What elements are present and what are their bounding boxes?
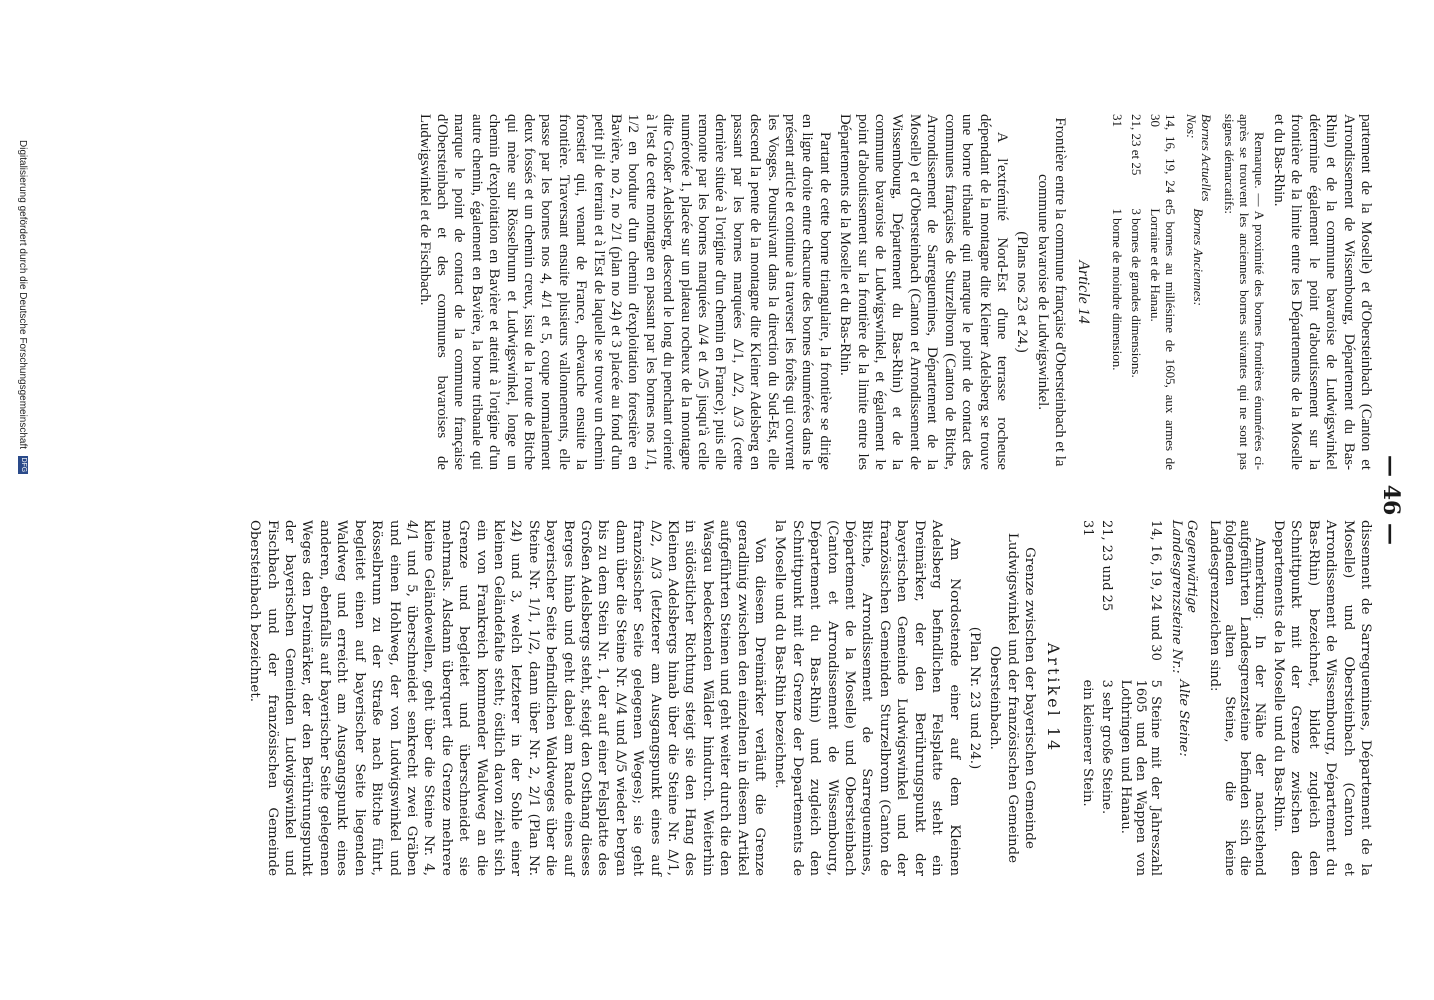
fr-table-head-old: Bornes Anciennes: bbox=[1191, 208, 1207, 306]
table-row bbox=[1116, 520, 1165, 876]
french-column bbox=[412, 114, 1374, 470]
fr-article-subtitle: Frontière entre la commune française d'Obersteinbach et la commune bavaroise de Ludwigswinkel. bbox=[1034, 117, 1069, 467]
de-article-heading: Artikel 14 bbox=[1043, 642, 1063, 754]
fr-article-heading: Article 14 bbox=[1074, 260, 1092, 324]
fr-article-plans: (Plans nos 23 et 24.) bbox=[1014, 231, 1031, 353]
fr-table-head-current: Bornes Actuelles Nos: bbox=[1183, 114, 1214, 202]
de-paragraph-1: dissement de Sarreguemines, Département de la Moselle) und Obersteinbach (Canton et Arrondissement de Wissembourg, Département du Bas-Rhin) bezeichnet, bildet zugleich den Schnittpunkt mit der Grenze zwischen den Departements de la Moselle und du Bas-Rhin. bbox=[1270, 520, 1373, 876]
de-cell: 3 sehr große Steine. bbox=[1098, 679, 1114, 815]
de-stones-table bbox=[1078, 520, 1203, 876]
de-paragraph-2: Am Nordostende einer auf dem Kleinen Adelsberg befindlichen Felsplatte steht ein Dreimärker, der den Berührungspunkt der bayerischen Gemeinde Ludwigswinkel und der französischen Gemeinden Sturzelbronn (Canton de Bitche, Arrondissement de Sarreguemines, Département de la Moselle) und Obersteinbach (Canton et Arrondissement de Wissembourg, Département du Bas-Rhin) und zugleich den Schnittpunkt mit der Grenze der Departements de la Moselle und du Bas-Rhin bezeichnet. bbox=[772, 520, 962, 876]
fr-cell: 5 bornes au millésime de 1605, aux armes de Lorraine et de Hanau. bbox=[1147, 208, 1178, 470]
fr-cell: 1 borne de moindre dimension. bbox=[1109, 208, 1125, 371]
fr-stones-table bbox=[1108, 114, 1218, 470]
de-article-plans: (Plan Nr. 23 und 24.) bbox=[966, 626, 982, 770]
fr-remark: Remarque. — A proximité des bornes frontières énumérées ci-après se trouvent les anciennes bornes suivantes qui ne sont pas signes démarcatifs: bbox=[1221, 114, 1267, 470]
fr-paragraph-3: Partant de cette borne triangulaire, la frontière se dirige en ligne droite entre chacune des bornes énumérées dans le présent article et continue à traverser les forêts qui couvrent les Vosges. Poursuivant dans la direction du Sud-Est, elle descend la pente de la montagne dite Kleiner Adelsberg en passant par les bornes marquées Δ/1, Δ/2, Δ/3 (cette dernière située à l'origine d'un chemin en France); puis elle remonte par les bornes marquées Δ/4 et Δ/5 jusqu'à celle numérotée 1, placée sur un plateau rocheux de la montagne dite Großer Adelsberg, descend le long du penchant orienté à l'est de cette montagne en passant par les bornes nos 1/1, 1/2 en bordure d'un chemin d'exploitation forestière en Bavière, no 2, no 2/1 (plan no 24) et 3 placée au fond d'un petit pli de terrain et à l'Est de laquelle se trouve un chemin forestier qui, venant de France, chevauche ensuite la frontière. Traversant ensuite plusieurs vallonnements, elle passe par les bornes nos 4, 4/1 et 5, coupe normalement deux fossés et un chemin creux, issu de la route de Bitche qui mène sur Rösselbrunn et Ludwigswinkel, longe un chemin d'exploitation en Bavière et atteint à l'origine d'un autre chemin, également en Bavière, la borne tribanale qui marque le point de contact de la commune française d'Obersteinbach et des communes bavaroises de Ludwigswinkel et de Fischbach. bbox=[416, 114, 833, 470]
table-row bbox=[1108, 114, 1127, 470]
page-number: — 46 — bbox=[1378, 455, 1404, 545]
de-cell: 21, 23 und 25 bbox=[1098, 520, 1114, 612]
table-row bbox=[1146, 114, 1180, 470]
fr-paragraph-1: partement de la Moselle) et d'Obersteinbach (Canton et Arrondissement de Wissembourg, Département du Bas-Rhin) et de la commune bavaroise de Ludwigswinkel détermine également le point d'aboutissement sur la frontière de la limite entre les Départements de la Moselle et du Bas-Rhin. bbox=[1270, 114, 1374, 470]
table-row bbox=[1078, 520, 1097, 876]
de-table-head-old: Alte Steine: bbox=[1176, 679, 1192, 757]
dfg-logo: DFG bbox=[19, 457, 27, 473]
fr-paragraph-2: A l'extrémité Nord-Est d'une terrasse rocheuse dépendant de la montagne dite Kleiner Adelsberg se trouve une borne tribanale qui marque le point de contact des communes françaises de Sturzelbronn (Canton de Bitche, Arrondissement de Sarreguemines, Département de la Moselle) et d'Obersteinbach (Canton et Arrondissement de Wissembourg, Département du Bas-Rhin) et de la commune bavaroise de Ludwigswinkel, et également le point d'aboutissement sur la frontière de la limite entre les Départements de la Moselle et du Bas-Rhin. bbox=[837, 114, 1010, 470]
de-paragraph-3: Von diesem Dreimärker verläuft die Grenze geradlinig zwischen den einzelnen in diesem Artikel aufgeführten Steinen und geht weiter durch die den Wasgau bedeckenden Wälder hindurch. Weiterhin in südöstlicher Richtung steigt sie den Hang des Kleinen Adelsbergs hinab über die Steine Nr. Δ/1, Δ/2, Δ/3 (letzterer am Ausgangspunkt eines auf französischer Seite gelegenen Weges); sie geht dann über die Steine Nr. Δ/4 und Δ/5 wieder bergan bis zu dem Stein Nr. 1, der auf einer Felsplatte des Großen Adelsbergs steht, steigt den Osthang dieses Berges hinab und geht dabei am Rande eines auf bayerischer Seite befindlichen Waldweges über die Steine Nr. 1/1, 1/2, dann über Nr. 2, 2/1 (Plan Nr. 24) und 3, welch letzterer in der Sohle einer kleinen Geländefalte steht; östlich davon zieht sich ein von Frankreich kommender Waldweg an die Grenze und begleitet und überschneidet sie mehrmals. Alsdann überquert die Grenze mehrere kleine Geländewellen, geht über die Steine Nr. 4, 4/1 und 5, überschneidet senkrecht zwei Gräben und einen Hohlweg, der von Ludwigswinkel und Rösselbrunn zu der Straße nach Bitche führt, begleitet einen auf bayerischer Seite liegenden Waldweg und erreicht am Ausgangspunkt eines anderen, ebenfalls auf bayerischer Seite gelegenen Weges den Dreimärker, der den Berührungspunkt der bayerischen Gemeinden Ludwigswinkel und Fischbach und der französischen Gemeinde Obersteinbach bezeichnet. bbox=[247, 520, 768, 876]
digitization-footer bbox=[17, 0, 28, 1000]
german-column bbox=[243, 520, 1374, 876]
de-cell: ein kleinerer Stein. bbox=[1079, 679, 1095, 807]
de-article-subtitle: Grenze zwischen der bayerischen Gemeinde Ludwigswinkel und der französischen Gemeinde Obersteinbach. bbox=[987, 532, 1038, 864]
fr-cell: 14, 16, 19, 24 et 30 bbox=[1147, 114, 1178, 209]
de-cell: 5 Steine mit der Jahreszahl 1605 und den Wappen von Lothringen und Hanau. bbox=[1117, 679, 1163, 876]
de-remark: Anmerkung: In der Nähe der nachstehend aufgeführten Landesgrenzsteine befinden sich die folgenden alten Steine, die keine Landesgrenzzeichen sind: bbox=[1206, 520, 1267, 876]
table-row bbox=[1097, 520, 1116, 876]
de-cell: 31 bbox=[1079, 520, 1095, 537]
fr-cell: 31 bbox=[1109, 114, 1125, 127]
fr-cell: 21, 23 et 25 bbox=[1128, 114, 1144, 176]
footer-text: Digitalisierung gefördert durch die Deutsche Forschungsgemeinschaft bbox=[17, 140, 28, 450]
de-cell: 14, 16, 19, 24 und 30 bbox=[1147, 520, 1163, 661]
fr-cell: 3 bornes de grandes dimensions. bbox=[1128, 208, 1144, 378]
de-table-head-current: Gegenwärtige Landesgrenzsteine Nr.: bbox=[1168, 520, 1199, 674]
table-row bbox=[1127, 114, 1146, 470]
